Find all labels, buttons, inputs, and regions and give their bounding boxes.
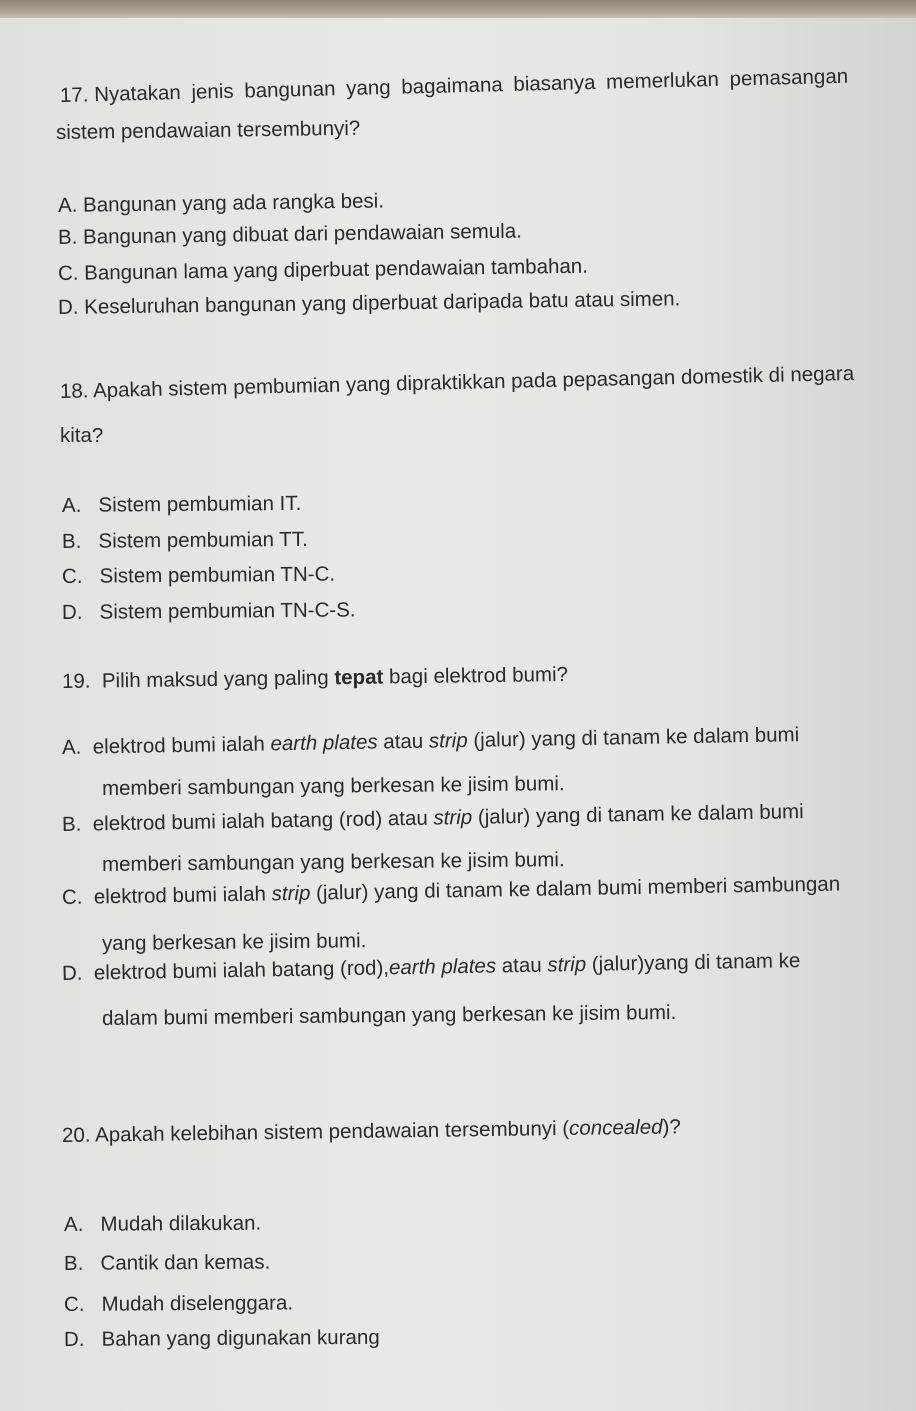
- option-17-d[interactable]: D. Keseluruhan bangunan yang diperbuat daripada batu atau simen.: [57, 287, 681, 319]
- question-20-stem: 20. Apakah kelebihan sistem pendawaian tersembunyi (concealed)?: [61, 1115, 681, 1147]
- option-20-a[interactable]: A. Mudah dilakukan.: [63, 1211, 262, 1236]
- italic-term: strip: [428, 728, 468, 753]
- option-18-c[interactable]: C. Sistem pembumian TN-C.: [61, 562, 336, 588]
- text-segment: elektrod bumi ialah batang (rod) atau: [92, 806, 434, 836]
- option-20-c[interactable]: C. Mudah diselenggara.: [63, 1291, 294, 1316]
- option-19-d-line2: dalam bumi memberi sambungan yang berkesan ke jisim bumi.: [101, 1000, 677, 1030]
- option-18-d[interactable]: D. Sistem pembumian TN-C-S.: [61, 598, 356, 624]
- text-segment: elektrod bumi ialah: [92, 732, 271, 759]
- option-17-c[interactable]: C. Bangunan lama yang diperbuat pendawaian tambahan.: [57, 254, 589, 285]
- option-17-b[interactable]: B. Bangunan yang dibuat dari pendawaian semula.: [57, 219, 522, 249]
- option-19-b[interactable]: B. elektrod bumi ialah batang (rod) atau strip (jalur) yang di tanam ke dalam bumi: [61, 800, 804, 836]
- text-segment: (jalur)yang di tanam ke: [585, 949, 801, 976]
- italic-term: strip: [547, 952, 587, 977]
- question-18-stem-line2: kita?: [60, 424, 104, 447]
- italic-term: earth plates: [270, 730, 378, 756]
- italic-term: earth plates: [388, 954, 497, 980]
- italic-term: strip: [433, 805, 473, 830]
- question-17-stem-line1: 17. Nyatakan jenis bangunan yang bagaimana biasanya memerlukan pemasangan: [59, 64, 849, 107]
- option-19-a-line2: memberi sambungan yang berkesan ke jisim bumi.: [101, 772, 565, 800]
- text-segment: (jalur) yang di tanam ke dalam bumi memberi sambungan: [310, 872, 841, 905]
- question-18-stem-line1: 18. Apakah sistem pembumian yang dipraktikkan pada pepasangan domestik di negara: [59, 361, 855, 403]
- option-20-d[interactable]: D. Bahan yang digunakan kurang: [63, 1325, 380, 1351]
- text-segment: elektrod bumi ialah batang (rod),: [93, 956, 390, 985]
- option-19-c-line2: yang berkesan ke jisim bumi.: [101, 929, 367, 955]
- question-19-stem: 19. Pilih maksud yang paling tepat bagi elektrod bumi?: [61, 662, 569, 693]
- option-17-a[interactable]: A. Bangunan yang ada rangka besi.: [57, 189, 385, 217]
- option-19-a[interactable]: A. elektrod bumi ialah earth plates atau strip (jalur) yang di tanam ke dalam bumi: [61, 723, 800, 759]
- text-segment: (jalur) yang di tanam ke dalam bumi: [471, 800, 804, 829]
- option-19-d[interactable]: D. elektrod bumi ialah batang (rod),earth plates atau strip (jalur)yang di tanam ke: [61, 949, 801, 985]
- question-17-stem-line2: sistem pendawaian tersembunyi?: [55, 116, 361, 144]
- text-segment: atau: [377, 729, 430, 754]
- text-segment: (jalur) yang di tanam ke dalam bumi: [467, 723, 800, 752]
- option-18-b[interactable]: B. Sistem pembumian TT.: [61, 527, 308, 553]
- option-19-c[interactable]: C. elektrod bumi ialah strip (jalur) yang di tanam ke dalam bumi memberi sambungan: [61, 872, 841, 909]
- text-segment: elektrod bumi ialah: [93, 882, 272, 909]
- option-19-b-line2: memberi sambungan yang berkesan ke jisim bumi.: [101, 848, 565, 876]
- option-18-a[interactable]: A. Sistem pembumian IT.: [61, 491, 302, 517]
- italic-term: strip: [271, 881, 311, 906]
- text-segment: atau: [495, 953, 548, 978]
- option-20-b[interactable]: B. Cantik dan kemas.: [63, 1250, 271, 1275]
